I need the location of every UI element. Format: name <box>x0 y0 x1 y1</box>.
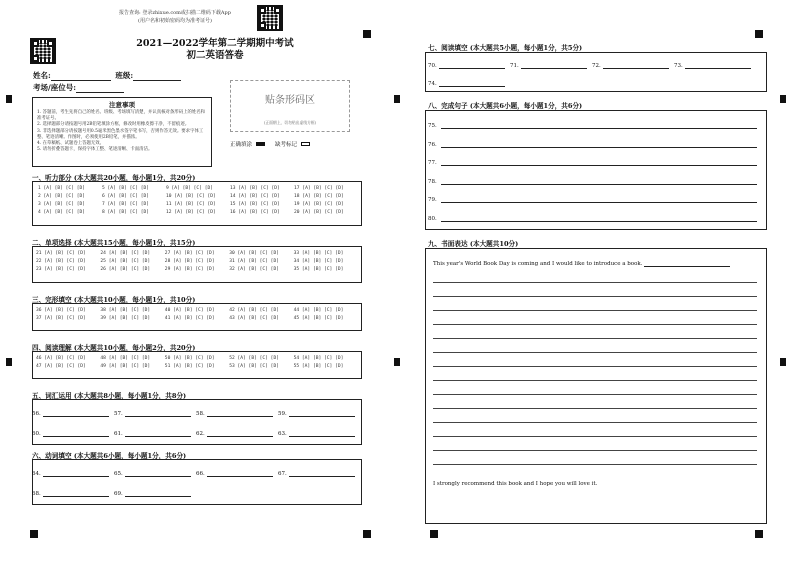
blank-item <box>592 61 669 69</box>
blank-number: 62. <box>196 431 205 437</box>
blank-item <box>674 61 751 69</box>
mc-question[interactable]: 14 [A] [B] [C] [D] <box>230 194 280 199</box>
writing-line[interactable] <box>433 380 757 381</box>
correct-fill-label: 正确填涂 <box>230 142 253 148</box>
sentence-number: 75. <box>428 123 437 129</box>
blank-number: 71. <box>510 63 519 69</box>
writing-line[interactable] <box>644 259 730 267</box>
answer-line[interactable] <box>441 140 757 148</box>
writing-opening-row <box>433 259 730 267</box>
sentence-number: 76. <box>428 141 437 148</box>
blank-item <box>196 429 273 437</box>
corner-mark <box>430 530 438 538</box>
notice-box <box>32 97 212 167</box>
answer-line[interactable] <box>289 429 355 437</box>
blank-number: 61. <box>114 431 123 437</box>
sentence-item <box>428 214 757 222</box>
mc-question[interactable]: 47 [A] [B] [C] [D] <box>36 364 86 369</box>
sentence-item <box>428 121 757 129</box>
report-note <box>100 9 250 25</box>
mc-question[interactable]: 44 [A] [B] [C] [D] <box>293 308 344 313</box>
mc-question[interactable]: 3 [A] [B] [C] [D] <box>38 202 86 207</box>
name-class-row <box>33 70 181 81</box>
barcode-area <box>230 80 350 132</box>
mc-question[interactable]: 2 [A] [B] [C] [D] <box>38 194 86 199</box>
mc-question[interactable]: 40 [A] [B] [C] [D] <box>164 308 215 313</box>
blank-item <box>114 489 191 497</box>
mc-question[interactable]: 11 [A] [B] [C] [D] <box>166 202 216 207</box>
timing-mark <box>394 358 400 366</box>
class-label: 班级: <box>115 71 134 80</box>
blank-item <box>32 429 109 437</box>
mc-question[interactable]: 5 [A] [B] [C] [D] <box>102 186 150 191</box>
answer-line[interactable] <box>441 195 757 203</box>
blank-item <box>428 79 505 87</box>
mc-question[interactable]: 22 [A] [B] [C] [D] <box>36 259 86 264</box>
mc-question[interactable]: 28 [A] [B] [C] [D] <box>164 259 215 264</box>
blank-number: 68. <box>32 491 41 497</box>
corner-mark <box>363 530 371 538</box>
filled-box-icon <box>256 142 265 146</box>
mc-question[interactable]: 43 [A] [B] [C] [D] <box>229 316 279 321</box>
writing-line[interactable] <box>433 324 757 325</box>
blank-item <box>278 429 355 437</box>
mc-question[interactable]: 32 [A] [B] [C] [D] <box>229 267 279 272</box>
absent-mark-label: 缺考标记 <box>275 142 298 148</box>
answer-line[interactable] <box>289 409 355 417</box>
mc-question[interactable]: 13 [A] [B] [C] [D] <box>230 186 280 191</box>
mc-question[interactable]: 12 [A] [B] [C] [D] <box>166 210 216 215</box>
blank-item <box>196 409 273 417</box>
notice-item: 1. 答题前，考生先将自己的姓名、班级、考场填写清楚，并认真核对条形码上的姓名和准考证号。 <box>37 110 206 122</box>
blank-number: 73. <box>674 63 683 69</box>
section-title-cloze: 三、完形填空 (本大题共10小题，每小题1分，共10分) <box>32 296 196 304</box>
section-title-single-choice: 二、单项选择 (本大题共15小题，每小题1分，共15分) <box>32 239 196 247</box>
mc-question[interactable]: 38 [A] [B] [C] [D] <box>100 308 151 313</box>
writing-line[interactable] <box>433 310 757 311</box>
blank-number: 70. <box>428 63 437 69</box>
answer-line[interactable] <box>43 469 109 477</box>
blank-number: 57. <box>114 411 123 417</box>
answer-line[interactable] <box>207 429 273 437</box>
blank-item <box>32 409 109 417</box>
mc-question[interactable]: 33 [A] [B] [C] [D] <box>293 251 344 256</box>
notice-item: 2. 选择题部分请按题号用2B铅笔填涂方框，修改时用橡皮擦干净，不留痕迹。 <box>37 122 190 128</box>
blank-number: 74. <box>428 81 437 87</box>
mc-grid-cloze <box>36 308 358 322</box>
mc-question[interactable]: 52 [A] [B] [C] [D] <box>229 356 279 361</box>
blank-number: 69. <box>114 491 123 497</box>
corner-mark <box>755 530 763 538</box>
mc-question[interactable]: 54 [A] [B] [C] [D] <box>293 356 344 361</box>
timing-mark <box>6 95 12 103</box>
barcode-sub: (正面朝上，切勿贴出虚线方框) <box>263 120 317 125</box>
mc-question[interactable]: 21 [A] [B] [C] [D] <box>36 251 86 256</box>
mc-question[interactable]: 15 [A] [B] [C] [D] <box>230 202 280 207</box>
qr-code-icon <box>257 5 283 31</box>
fill-sample-row <box>230 140 310 148</box>
mc-question[interactable]: 24 [A] [B] [C] [D] <box>100 251 151 256</box>
answer-line[interactable] <box>441 177 757 185</box>
seat-label: 考场/座位号: <box>33 83 77 92</box>
sentence-item <box>428 177 757 185</box>
mc-question[interactable]: 55 [A] [B] [C] [D] <box>293 364 344 369</box>
blank-number: 60. <box>32 431 41 437</box>
answer-line[interactable] <box>43 409 109 417</box>
corner-mark <box>30 530 38 538</box>
answer-line[interactable] <box>521 61 587 69</box>
writing-line[interactable] <box>433 394 757 395</box>
answer-line[interactable] <box>125 469 191 477</box>
notice-heading: 注意事项 <box>109 101 135 109</box>
mc-question[interactable]: 27 [A] [B] [C] [D] <box>164 251 215 256</box>
answer-line[interactable] <box>685 61 751 69</box>
class-field[interactable] <box>133 73 181 81</box>
answer-line[interactable] <box>441 214 757 222</box>
section-box-vocabulary <box>32 399 362 445</box>
blank-item <box>278 469 355 477</box>
section-title-vocabulary: 五、词汇运用 (本大题共8小题，每小题1分，共8分) <box>32 392 187 400</box>
blank-number: 63. <box>278 431 287 437</box>
mc-question[interactable]: 4 [A] [B] [C] [D] <box>38 210 86 215</box>
mc-question[interactable]: 9 [A] [B] [C] [D] <box>166 186 214 191</box>
timing-mark <box>394 95 400 103</box>
blank-number: 59. <box>278 411 287 417</box>
mc-grid-listening <box>38 186 358 216</box>
mc-question[interactable]: 46 [A] [B] [C] [D] <box>36 356 86 361</box>
sentence-number: 79. <box>428 197 437 203</box>
writing-line[interactable] <box>433 352 757 353</box>
writing-line[interactable] <box>433 338 757 339</box>
corner-mark <box>363 30 371 38</box>
blank-number: 58. <box>196 411 205 417</box>
name-field[interactable] <box>51 73 111 81</box>
mc-question[interactable]: 29 [A] [B] [C] [D] <box>164 267 215 272</box>
writing-line[interactable] <box>433 408 757 409</box>
timing-mark <box>780 95 786 103</box>
title-line: 初二英语答卷 <box>186 50 244 61</box>
mc-question[interactable]: 41 [A] [B] [C] [D] <box>164 316 215 321</box>
answer-line[interactable] <box>43 489 109 497</box>
mc-question[interactable]: 17 [A] [B] [C] [D] <box>294 186 344 191</box>
notice-item: 3. 非选择题部分请按题号用0.5毫米黑色墨水签字笔书写，否则作答无效。要求字体工整、笔迹清晰。作图时，必须使用2B铅笔，并描浓。 <box>37 128 204 140</box>
writing-line[interactable] <box>433 282 757 283</box>
answer-line[interactable] <box>125 429 191 437</box>
empty-box-icon <box>301 142 310 146</box>
sentence-number: 77. <box>428 160 437 166</box>
timing-mark <box>780 358 786 366</box>
writing-line[interactable] <box>433 450 757 451</box>
mc-question[interactable]: 51 [A] [B] [C] [D] <box>164 364 215 369</box>
answer-line[interactable] <box>439 61 505 69</box>
sentence-number: 80. <box>428 215 437 222</box>
blank-item <box>278 409 355 417</box>
sentence-number: 78. <box>428 178 437 185</box>
mc-question[interactable]: 20 [A] [B] [C] [D] <box>294 210 344 215</box>
writing-opening: This year's World Book Day is coming and I would like to introduce a book. <box>433 261 643 267</box>
qr-code-icon <box>30 38 56 64</box>
blank-number: 56. <box>32 411 41 417</box>
mc-question[interactable]: 26 [A] [B] [C] [D] <box>100 267 151 272</box>
blank-item <box>428 61 505 69</box>
mc-question[interactable]: 6 [A] [B] [C] [D] <box>102 194 150 199</box>
writing-line[interactable] <box>433 366 757 367</box>
mc-question[interactable]: 8 [A] [B] [C] [D] <box>102 210 150 215</box>
mc-grid-single-choice <box>36 251 358 273</box>
page-title <box>100 38 330 62</box>
answer-line[interactable] <box>441 158 757 166</box>
report-note-line: (用户名和初始密码均为准考证号) <box>138 18 212 24</box>
writing-closing: I strongly recommend this book and I hope you will love it. <box>433 481 598 487</box>
answer-line[interactable] <box>603 61 669 69</box>
writing-line[interactable] <box>433 464 757 465</box>
section-title-listening: 一、听力部分 (本大题共20小题，每小题1分，共20分) <box>32 174 196 182</box>
sentence-item <box>428 158 757 166</box>
section-box-verb-fill <box>32 459 362 505</box>
barcode-label: 贴条形码区 <box>265 95 315 106</box>
mc-question[interactable]: 19 [A] [B] [C] [D] <box>294 202 344 207</box>
answer-line[interactable] <box>439 79 505 87</box>
mc-question[interactable]: 49 [A] [B] [C] [D] <box>100 364 151 369</box>
sentence-item <box>428 195 757 203</box>
blank-item <box>196 469 273 477</box>
mc-question[interactable]: 25 [A] [B] [C] [D] <box>100 259 151 264</box>
mc-question[interactable]: 37 [A] [B] [C] [D] <box>36 316 86 321</box>
mc-question[interactable]: 50 [A] [B] [C] [D] <box>164 356 215 361</box>
blank-item <box>32 489 109 497</box>
blank-number: 65. <box>114 471 123 477</box>
mc-question[interactable]: 36 [A] [B] [C] [D] <box>36 308 86 313</box>
answer-line[interactable] <box>125 489 191 497</box>
answer-line[interactable] <box>441 121 757 129</box>
mc-grid-reading <box>36 356 358 370</box>
blank-number: 67. <box>278 471 287 477</box>
section-title-writing: 九、书面表达 (本大题共10分) <box>428 240 519 248</box>
writing-line[interactable] <box>433 296 757 297</box>
mc-question[interactable]: 48 [A] [B] [C] [D] <box>100 356 151 361</box>
blank-item <box>114 469 191 477</box>
section-title-verb-fill: 六、动词填空 (本大题共6小题，每小题1分，共6分) <box>32 452 187 460</box>
section-title-sentences: 八、完成句子 (本大题共6小题，每小题1分，共6分) <box>428 102 583 110</box>
section-title-reading: 四、阅读理解 (本大题共10小题，每小题2分，共20分) <box>32 344 196 352</box>
answer-line[interactable] <box>207 409 273 417</box>
blank-number: 66. <box>196 471 205 477</box>
writing-line[interactable] <box>433 422 757 423</box>
mc-question[interactable]: 31 [A] [B] [C] [D] <box>229 259 279 264</box>
blank-number: 72. <box>592 63 601 69</box>
blank-item <box>510 61 587 69</box>
notice-item: 5. 请勿折叠答题卡，保持字体工整、笔迹清晰、卡面清洁。 <box>37 147 153 153</box>
answer-line[interactable] <box>289 469 355 477</box>
name-label: 姓名: <box>33 71 51 80</box>
writing-line[interactable] <box>433 436 757 437</box>
mc-question[interactable]: 35 [A] [B] [C] [D] <box>293 267 344 272</box>
answer-line[interactable] <box>207 469 273 477</box>
answer-line[interactable] <box>125 409 191 417</box>
report-note-line: 报告查询: 登录zhixue.com或扫描二维码下载App <box>119 10 231 16</box>
blank-item <box>32 469 109 477</box>
mc-question[interactable]: 7 [A] [B] [C] [D] <box>102 202 150 207</box>
mc-question[interactable]: 30 [A] [B] [C] [D] <box>229 251 279 256</box>
corner-mark <box>755 30 763 38</box>
mc-question[interactable]: 34 [A] [B] [C] [D] <box>293 259 344 264</box>
seat-field[interactable] <box>76 85 124 93</box>
mc-question[interactable]: 18 [A] [B] [C] [D] <box>294 194 344 199</box>
mc-question[interactable]: 53 [A] [B] [C] [D] <box>229 364 279 369</box>
mc-question[interactable]: 45 [A] [B] [C] [D] <box>293 316 344 321</box>
mc-question[interactable]: 1 [A] [B] [C] [D] <box>38 186 86 191</box>
mc-question[interactable]: 16 [A] [B] [C] [D] <box>230 210 280 215</box>
blank-item <box>114 409 191 417</box>
mc-question[interactable]: 10 [A] [B] [C] [D] <box>166 194 216 199</box>
mc-question[interactable]: 42 [A] [B] [C] [D] <box>229 308 279 313</box>
mc-question[interactable]: 39 [A] [B] [C] [D] <box>100 316 151 321</box>
answer-line[interactable] <box>43 429 109 437</box>
blank-item <box>114 429 191 437</box>
blank-number: 64. <box>32 471 41 477</box>
title-line: 2021—2022学年第二学期期中考试 <box>136 38 294 49</box>
notice-item: 4. 在草稿纸、试题卷上答题无效。 <box>37 141 105 147</box>
seat-row <box>33 82 124 93</box>
mc-question[interactable]: 23 [A] [B] [C] [D] <box>36 267 86 272</box>
timing-mark <box>6 358 12 366</box>
section-title-reading-fill: 七、阅读填空 (本大题共5小题，每小题1分，共5分) <box>428 44 583 52</box>
sentence-item <box>428 140 757 148</box>
